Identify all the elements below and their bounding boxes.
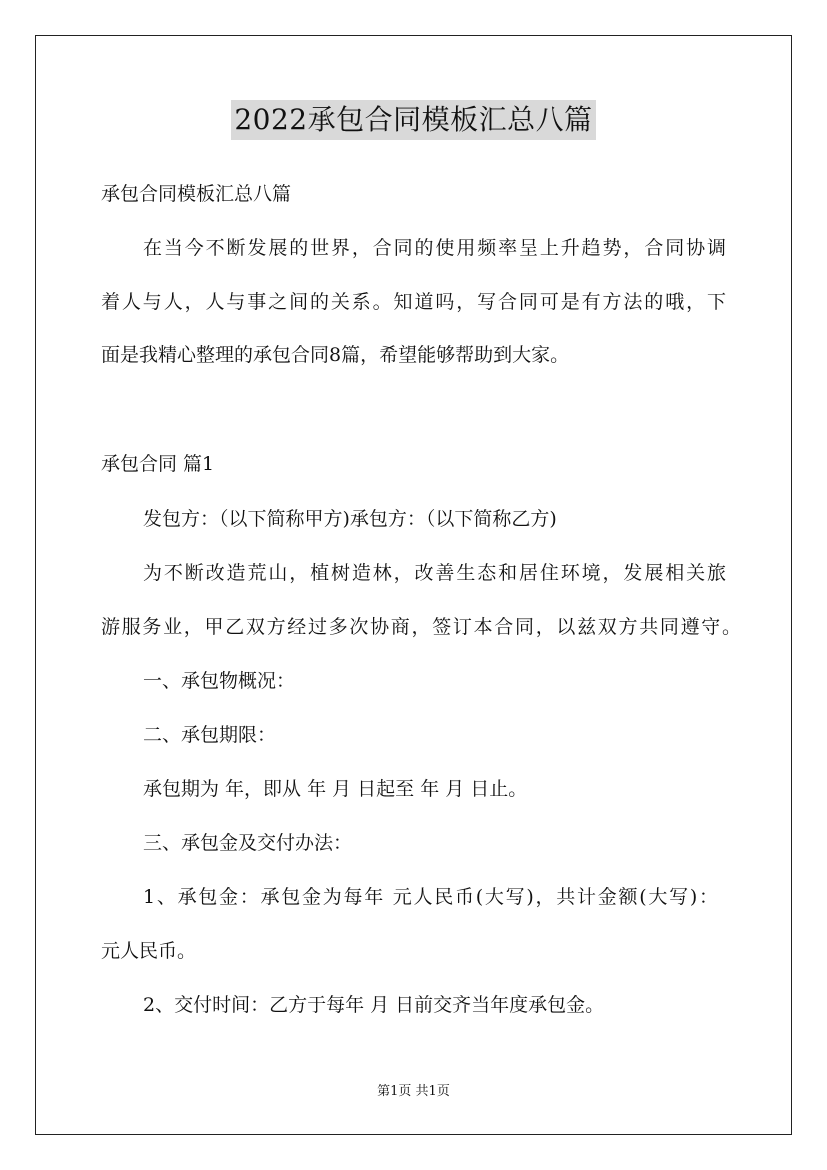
- item2-heading: 二、承包期限：: [143, 724, 277, 746]
- intro-line-2: 着人与人，人与事之间的关系。知道吗，写合同可是有方法的哦，下: [101, 291, 726, 313]
- fee-line-2: 元人民币。: [101, 940, 197, 962]
- intro-line-1: 在当今不断发展的世界，合同的使用频率呈上升趋势，合同协调: [143, 237, 726, 259]
- parties-line: 发包方：（以下简称甲方)承包方：（以下简称乙方): [143, 508, 557, 530]
- purpose-line-1: 为不断改造荒山，植树造林，改善生态和居住环境，发展相关旅: [143, 562, 726, 584]
- item3-heading: 三、承包金及交付办法：: [143, 832, 353, 854]
- purpose-line-2: 游服务业，甲乙双方经过多次协商，签订本合同，以兹双方共同遵守。: [101, 616, 741, 638]
- document-title: [0, 100, 827, 140]
- document-title-text: 2022承包合同模板汇总八篇: [231, 100, 595, 140]
- item1-heading: 一、承包物概况：: [143, 670, 296, 692]
- term-line: 承包期为 年，即从 年 月 日起至 年 月 日止。: [143, 778, 528, 800]
- intro-line-3: 面是我精心整理的承包合同8篇，希望能够帮助到大家。: [101, 344, 570, 366]
- section-heading: 承包合同 篇1: [101, 453, 215, 475]
- document-subtitle: 承包合同模板汇总八篇: [101, 183, 292, 205]
- fee-line-1: 1、承包金：承包金为每年 元人民币(大写)，共计金额(大写)：: [143, 886, 718, 908]
- payment-time-line: 2、交付时间：乙方于每年 月 日前交齐当年度承包金。: [143, 994, 605, 1016]
- page-footer: 第1页 共1页: [377, 1084, 450, 1099]
